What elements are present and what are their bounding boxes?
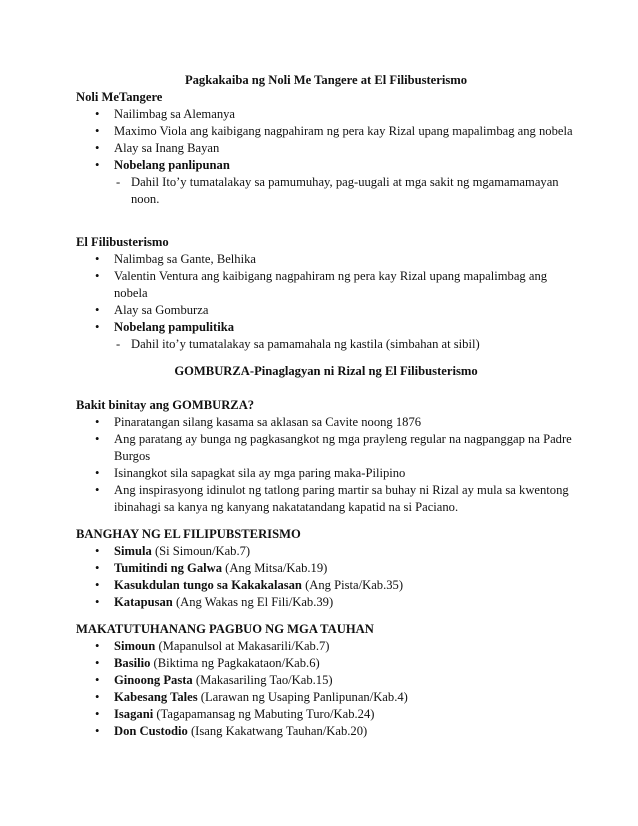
- list-item: [76, 594, 576, 611]
- tauhan-list: [76, 638, 576, 740]
- list-item-label: Simoun: [114, 639, 156, 653]
- list-item-label: Kasukdulan tungo sa Kakakalasan: [114, 578, 302, 592]
- list-item-label: Don Custodio: [114, 724, 188, 738]
- list-item: [76, 689, 576, 706]
- list-item-label: Kabesang Tales: [114, 690, 198, 704]
- list-item-label: Ginoong Pasta: [114, 673, 193, 687]
- list-item-label: Katapusan: [114, 595, 173, 609]
- list-item: [76, 319, 576, 336]
- list-item-detail: (Biktima ng Pagkakataon/Kab.6): [150, 656, 320, 670]
- list-item-detail: (Si Simoun/Kab.7): [151, 544, 251, 558]
- list-item: • Alay sa Inang Bayan: [76, 140, 576, 157]
- list-item: [76, 655, 576, 672]
- banghay-heading: BANGHAY NG EL FILIPUBSTERISMO: [76, 527, 301, 541]
- fili-heading: El Filibusterismo: [76, 235, 169, 249]
- list-item: • Isinangkot sila sapagkat sila ay mga paring maka-Pilipino: [76, 465, 576, 482]
- banghay-list: [76, 543, 576, 611]
- list-item: • Nailimbag sa Alemanya: [76, 106, 576, 123]
- gomburza-title: GOMBURZA-Pinaglagyan ni Rizal ng El Filibusterismo: [174, 364, 478, 378]
- list-item-detail: (Ang Pista/Kab.35): [301, 578, 404, 592]
- list-item-detail: (Larawan ng Usaping Panlipunan/Kab.4): [197, 690, 408, 704]
- list-item: [76, 157, 576, 174]
- noli-heading: Noli MeTangere: [76, 90, 163, 104]
- list-item-detail: (Ang Mitsa/Kab.19): [222, 561, 328, 575]
- noli-dash-item: - Dahil Ito’y tumatalakay sa pamumuhay, pag-uugali at mga sakit ng mgamamamayan noon.: [76, 174, 576, 208]
- list-item: [76, 723, 576, 740]
- fili-dash-item: - Dahil ito’y tumatalakay sa pamamahala ng kastila (simbahan at sibil): [76, 336, 576, 353]
- bakit-list: [76, 414, 576, 516]
- list-item-detail: (Makasariling Tao/Kab.15): [192, 673, 333, 687]
- list-item-detail: (Ang Wakas ng El Fili/Kab.39): [172, 595, 334, 609]
- list-item: [76, 638, 576, 655]
- list-item: • Valentin Ventura ang kaibigang nagpahiram ng pera kay Rizal upang mapalimbag ang nobela: [76, 268, 576, 302]
- bakit-heading: Bakit binitay ang GOMBURZA?: [76, 398, 255, 412]
- list-item: • Pinaratangan silang kasama sa aklasan sa Cavite noong 1876: [76, 414, 576, 431]
- document-page: [76, 72, 576, 740]
- fili-list: [76, 251, 576, 336]
- list-item-label: Simula: [114, 544, 152, 558]
- list-item-detail: (Mapanulsol at Makasarili/Kab.7): [155, 639, 330, 653]
- list-item: [76, 672, 576, 689]
- list-item-label: Tumitindi ng Galwa: [114, 561, 223, 575]
- list-item: • Ang paratang ay bunga ng pagkasangkot ng mga prayleng regular na nagpanggap na Padre Burgos: [76, 431, 576, 465]
- list-item: [76, 577, 576, 594]
- list-item-label: Nobelang panlipunan: [114, 158, 230, 172]
- list-item: • Maximo Viola ang kaibigang nagpahiram ng pera kay Rizal upang mapalimbag ang nobela: [76, 123, 576, 140]
- list-item: [76, 706, 576, 723]
- list-item-label: Isagani: [114, 707, 154, 721]
- document-title: Pagkakaiba ng Noli Me Tangere at El Filibusterismo: [184, 73, 468, 87]
- list-item: • Alay sa Gomburza: [76, 302, 576, 319]
- noli-list: [76, 106, 576, 174]
- list-item-detail: (Isang Kakatwang Tauhan/Kab.20): [187, 724, 368, 738]
- list-item: [76, 543, 576, 560]
- list-item-label: Basilio: [114, 656, 151, 670]
- list-item: • Nalimbag sa Gante, Belhika: [76, 251, 576, 268]
- list-item: • Ang inspirasyong idinulot ng tatlong paring martir sa buhay ni Rizal ay mula sa kwentong ibinahagi sa kanya ng kanyang nakatatandang kapatid na si Paciano.: [76, 482, 576, 516]
- tauhan-heading: MAKATUTUHANANG PAGBUO NG MGA TAUHAN: [76, 622, 374, 636]
- list-item: [76, 560, 576, 577]
- list-item-detail: (Tagapamansag ng Mabuting Turo/Kab.24): [153, 707, 375, 721]
- list-item-label: Nobelang pampulitika: [114, 320, 235, 334]
